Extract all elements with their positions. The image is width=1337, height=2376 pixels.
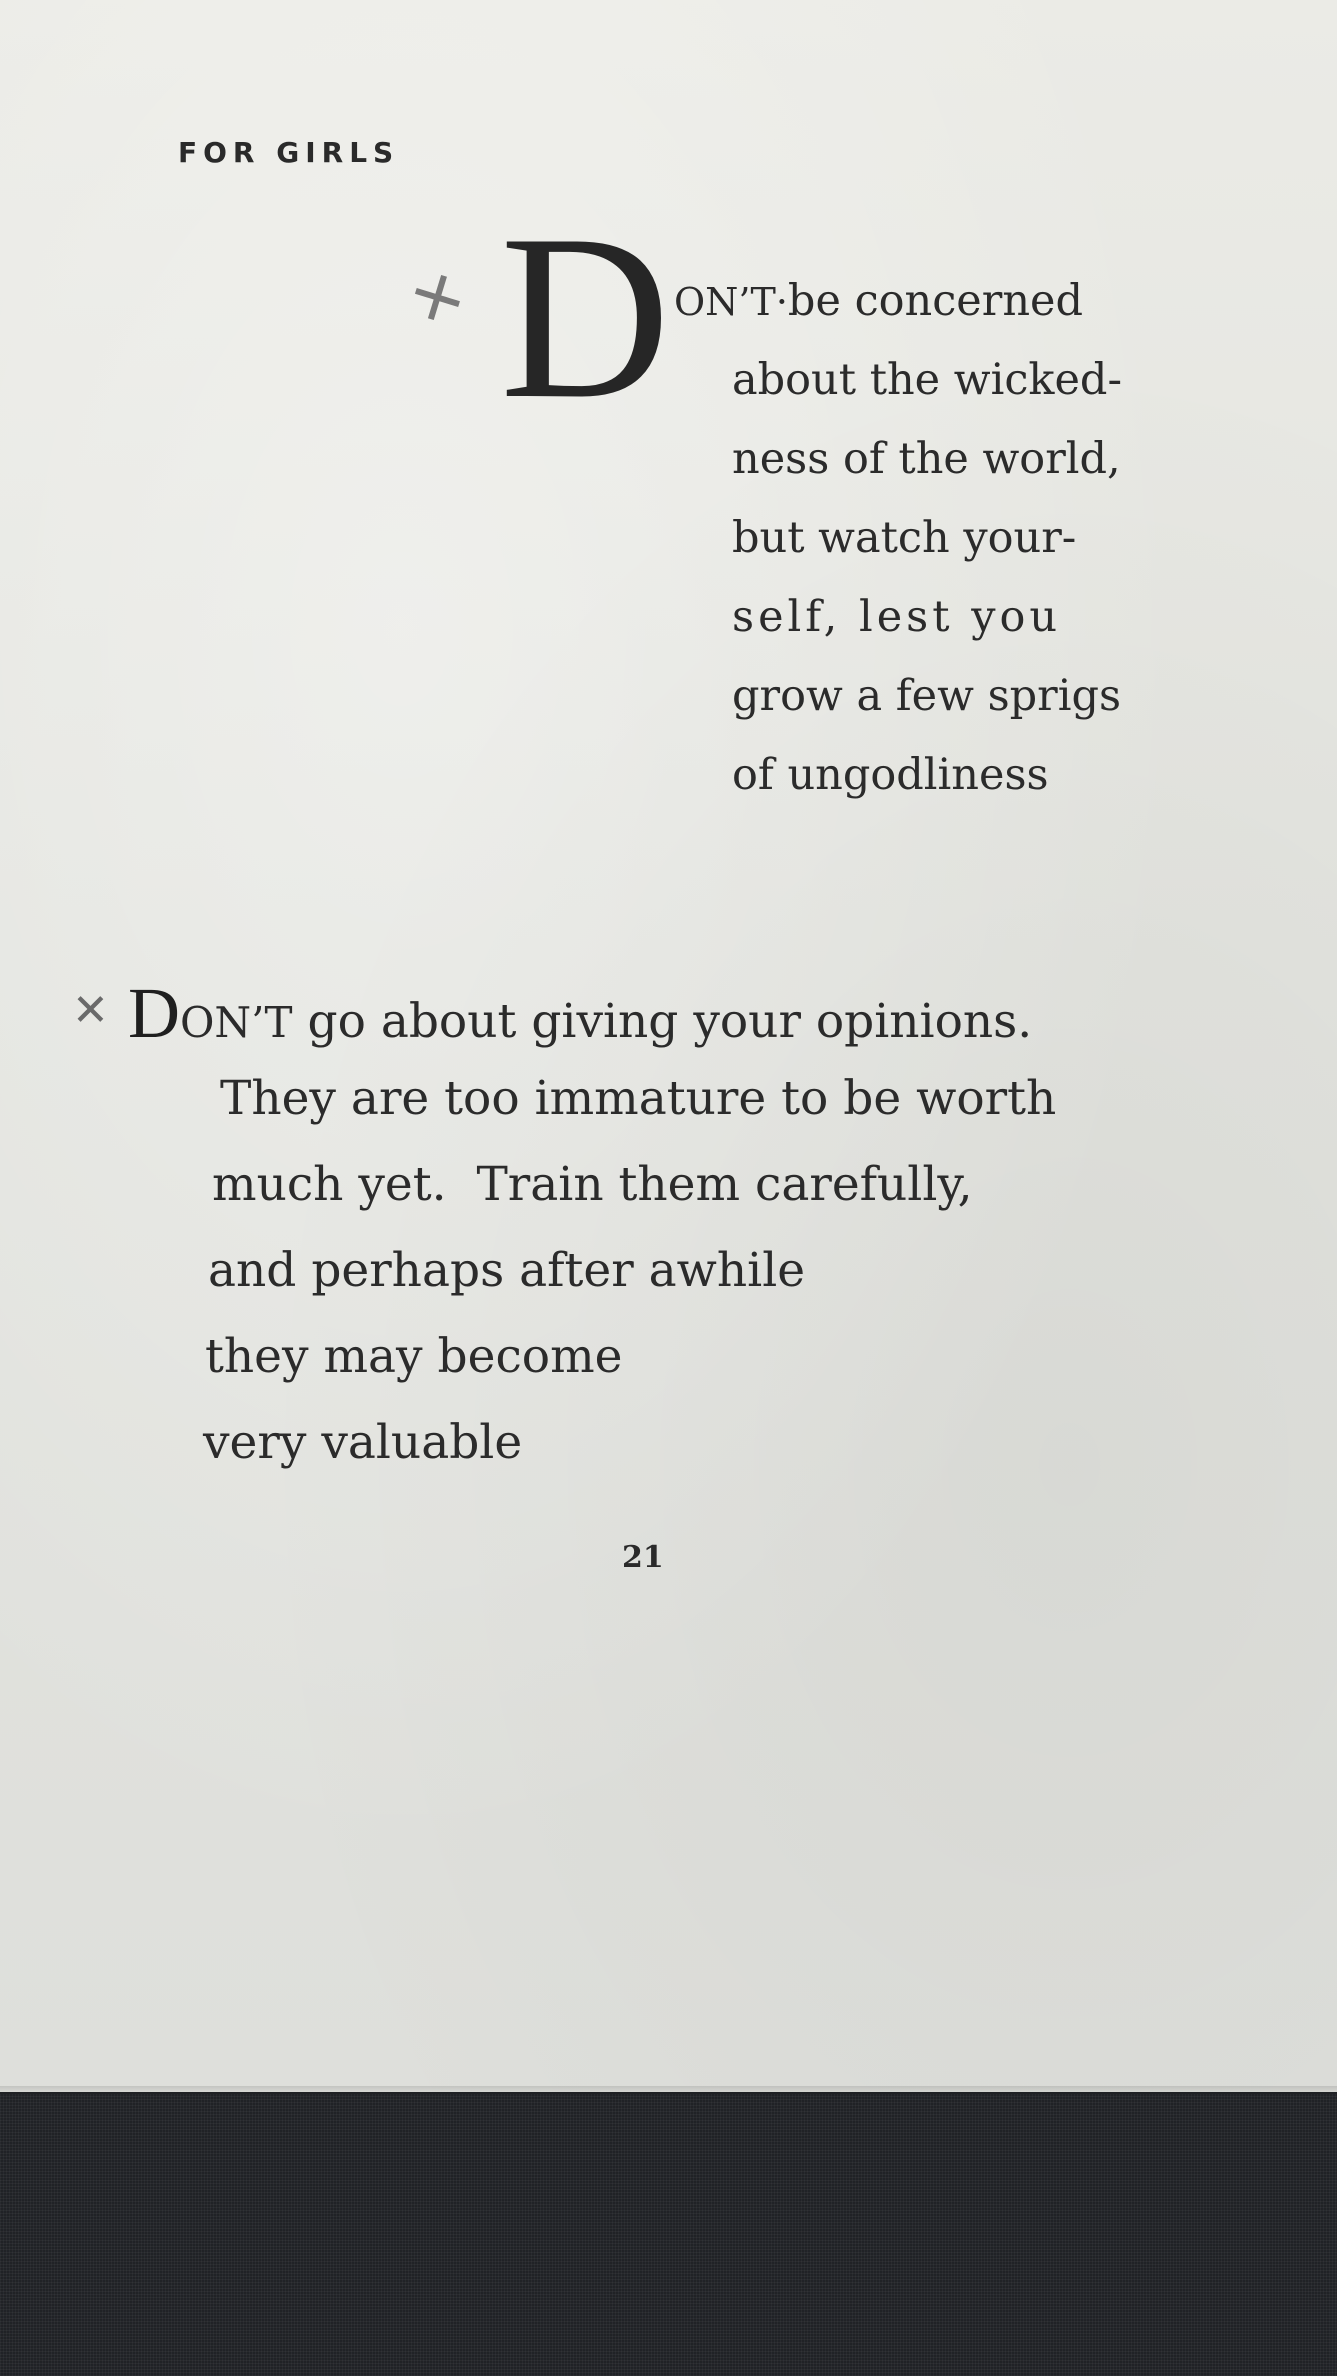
opening-small-caps: ON’T· [674, 280, 788, 324]
line-text: go about giving your opinions. [307, 994, 1033, 1049]
opening-small-caps: ON’T [180, 998, 293, 1047]
stanza-2-line: much yet. Train them carefully, [212, 1157, 973, 1212]
stanza-1-line: about the wicked- [732, 355, 1122, 405]
stanza-2-line: they may become [205, 1329, 623, 1384]
running-head: FOR GIRLS [178, 136, 400, 169]
stanza-2-line: and perhaps after awhile [208, 1243, 806, 1298]
stanza-1-line: self, lest you [732, 592, 1062, 642]
stanza-1-line: of ungodliness [732, 750, 1049, 800]
stanza-1-line [674, 262, 1122, 341]
initial-capital: D [128, 973, 180, 1053]
stanza-2-line: very valuable [203, 1415, 523, 1470]
stanza-1-line: grow a few sprigs [732, 671, 1122, 721]
line-text: be concerned [787, 276, 1083, 326]
page-number: 21 [622, 1540, 664, 1575]
stanza-2-line: They are too immature to be worth [220, 1071, 1057, 1126]
stanza-1-line: ness of the world, [732, 434, 1121, 484]
pencil-check-mark-icon: ✕ [397, 254, 479, 343]
stanza-1 [674, 262, 1122, 815]
page-edge-shadow [0, 2086, 1337, 2094]
drop-cap: D [500, 187, 671, 448]
stanza-1-line: but watch your- [732, 513, 1077, 563]
stanza-2-line [128, 970, 1032, 1056]
pencil-check-mark-icon: ✕ [72, 985, 109, 1036]
book-cloth-cover [0, 2094, 1337, 2376]
